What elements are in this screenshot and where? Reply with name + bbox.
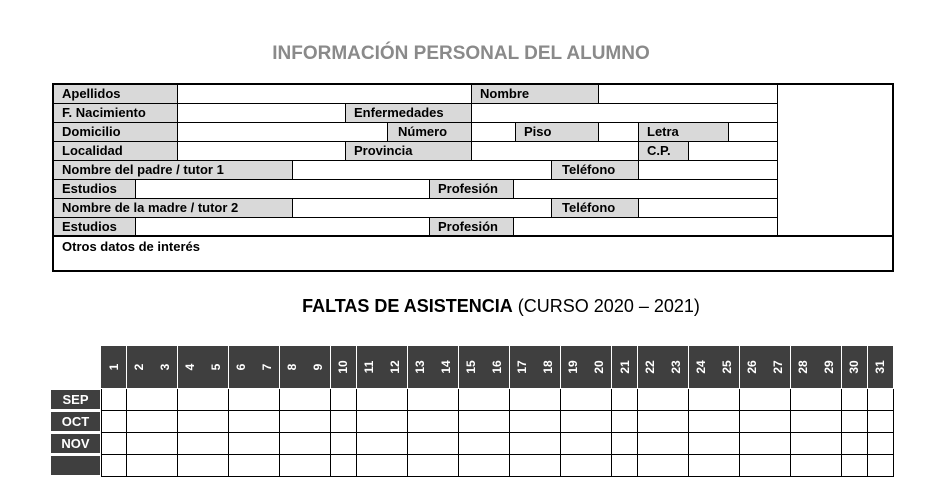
attendance-cell[interactable] [638,389,664,411]
day-header-15 [459,346,485,388]
attendance-cell[interactable] [127,433,153,455]
attendance-cell[interactable] [357,455,383,477]
attendance-cell[interactable] [280,455,306,477]
attendance-cell[interactable] [765,433,791,455]
attendance-cell[interactable] [586,389,612,411]
day-header-22 [638,346,664,388]
form-row [54,104,778,123]
attendance-cell[interactable] [689,433,715,455]
day-header-label: 31 [873,360,887,374]
profesion-padre-field[interactable] [514,180,778,198]
attendance-cell[interactable] [663,455,689,477]
attendance-cell[interactable] [433,411,459,433]
day-header-label: 11 [362,360,376,374]
attendance-cell[interactable] [612,433,638,455]
letra-field[interactable] [729,123,778,141]
attendance-cell[interactable] [408,455,434,477]
attendance-cell[interactable] [280,433,306,455]
day-header-3 [152,346,178,388]
madre-field[interactable] [293,199,552,217]
day-header-13 [408,346,434,388]
day-header-label: 18 [540,360,555,374]
day-header-label: 21 [617,360,632,374]
label-enfermedades: Enfermedades [346,104,472,122]
attendance-cell[interactable] [229,411,255,433]
attendance-cell[interactable] [484,455,510,477]
attendance-cell[interactable] [612,455,638,477]
day-header-label: 1 [106,363,121,371]
telefono-padre-field[interactable] [639,161,778,179]
attendance-cell[interactable] [484,433,510,455]
attendance-cell[interactable] [433,433,459,455]
attendance-cell[interactable] [765,411,791,433]
attendance-cell[interactable] [561,389,587,411]
attendance-cell[interactable] [357,389,383,411]
label-nombre: Nombre [472,85,599,103]
day-header-12 [382,346,408,388]
attendance-cell[interactable] [382,455,408,477]
attendance-cell[interactable] [203,455,229,477]
day-header-label: 16 [489,360,504,374]
label-otros: Otros datos de interés [62,239,200,254]
day-header-19 [561,346,587,388]
day-header-16 [484,346,510,388]
form-row [54,161,778,180]
attendance-cell[interactable] [101,455,127,477]
label-domicilio: Domicilio [54,123,178,141]
attendance-cell[interactable] [254,455,280,477]
estudios-padre-field[interactable] [136,180,430,198]
attendance-cell[interactable] [638,411,664,433]
attendance-cell[interactable] [689,389,715,411]
profesion-madre-field[interactable] [514,218,778,236]
day-header-5 [203,346,229,388]
day-header-label: 6 [234,363,249,371]
label-estudios-padre: Estudios [54,180,136,198]
attendance-cell[interactable] [178,433,204,455]
attendance-cell[interactable] [203,411,229,433]
day-header-18 [535,346,561,388]
attendance-cell[interactable] [791,455,817,477]
day-header-8 [280,346,306,388]
attendance-cell[interactable] [586,411,612,433]
day-header-label: 2 [132,363,147,371]
label-cp: C.P. [639,142,689,160]
attendance-cell[interactable] [740,411,766,433]
label-estudios-madre: Estudios [54,218,136,236]
attendance-cell[interactable] [459,411,485,433]
attendance-cell[interactable] [101,433,127,455]
label-telefono-madre: Teléfono [552,199,639,217]
attendance-cell[interactable] [868,389,894,411]
attendance-cell[interactable] [305,411,331,433]
day-header-label: 12 [387,360,402,374]
day-header-2 [127,346,153,388]
attendance-cell[interactable] [868,455,894,477]
attendance-cell[interactable] [714,455,740,477]
attendance-title-course: (CURSO 2020 – 2021) [512,296,700,316]
attendance-cell[interactable] [254,433,280,455]
photo-box [778,85,894,235]
attendance-cell[interactable] [305,455,331,477]
day-header-label: 25 [719,360,734,374]
day-header-label: 15 [464,360,479,374]
day-header-label: 8 [285,363,300,371]
attendance-cell[interactable] [459,433,485,455]
day-header-label: 9 [310,363,325,371]
attendance-cell[interactable] [331,411,357,433]
attendance-cell[interactable] [152,389,178,411]
label-numero: Número [388,123,472,141]
attendance-cell[interactable] [203,389,229,411]
attendance-cell[interactable] [127,455,153,477]
month-label-sep: SEP [51,390,100,410]
student-info-form [52,83,894,272]
attendance-cell[interactable] [842,411,868,433]
attendance-cell[interactable] [459,389,485,411]
attendance-cell[interactable] [714,433,740,455]
localidad-field[interactable] [178,142,346,160]
attendance-cell[interactable] [382,389,408,411]
day-header-label: 4 [183,363,198,371]
attendance-cell[interactable] [586,455,612,477]
day-header-27 [765,346,791,388]
attendance-cell[interactable] [127,411,153,433]
attendance-cell[interactable] [714,411,740,433]
month-label-partial [51,456,100,476]
attendance-cell[interactable] [586,433,612,455]
attendance-cell[interactable] [740,455,766,477]
day-header-label: 13 [413,360,428,374]
day-header-11 [357,346,383,388]
attendance-cell[interactable] [152,411,178,433]
attendance-cell[interactable] [535,455,561,477]
attendance-cell[interactable] [816,455,842,477]
attendance-cell[interactable] [229,433,255,455]
day-header-30 [842,346,868,388]
attendance-cell[interactable] [433,389,459,411]
attendance-cell[interactable] [101,411,127,433]
label-madre: Nombre de la madre / tutor 2 [54,199,293,217]
page-title: INFORMACIÓN PERSONAL DEL ALUMNO [272,43,650,64]
cp-field[interactable] [689,142,778,160]
attendance-cell[interactable] [382,433,408,455]
attendance-cell[interactable] [663,411,689,433]
day-header-label: 10 [336,360,351,374]
attendance-cell[interactable] [229,455,255,477]
attendance-title-main: FALTAS DE ASISTENCIA [302,296,513,316]
attendance-cell[interactable] [357,433,383,455]
day-header-label: 19 [566,360,581,374]
form-row [54,142,778,161]
attendance-cell[interactable] [433,455,459,477]
attendance-cell[interactable] [203,433,229,455]
attendance-cell[interactable] [382,411,408,433]
attendance-cell[interactable] [816,389,842,411]
attendance-cell[interactable] [740,389,766,411]
attendance-cell[interactable] [127,389,153,411]
day-header-7 [254,346,280,388]
day-header-23 [663,346,689,388]
label-localidad: Localidad [54,142,178,160]
attendance-cell[interactable] [152,455,178,477]
day-header-label: 23 [668,360,683,374]
attendance-cell[interactable] [510,433,536,455]
otros-datos-field[interactable] [54,235,892,270]
day-header-21 [612,346,638,388]
label-telefono-padre: Teléfono [552,161,639,179]
attendance-cell[interactable] [152,433,178,455]
attendance-cell[interactable] [791,411,817,433]
attendance-cell[interactable] [331,455,357,477]
day-header-24 [689,346,715,388]
day-header-10 [331,346,357,388]
attendance-cell[interactable] [408,433,434,455]
attendance-cell[interactable] [816,433,842,455]
estudios-madre-field[interactable] [136,218,430,236]
day-header-28 [791,346,817,388]
attendance-cell[interactable] [408,389,434,411]
numero-field[interactable] [472,123,516,141]
label-letra: Letra [639,123,729,141]
label-padre: Nombre del padre / tutor 1 [54,161,293,179]
attendance-cell[interactable] [178,411,204,433]
month-label-nov: NOV [51,434,100,454]
attendance-cell[interactable] [689,411,715,433]
attendance-cell[interactable] [510,411,536,433]
attendance-cell[interactable] [791,433,817,455]
day-header-9 [305,346,331,388]
day-header-label: 3 [157,363,172,371]
attendance-cell[interactable] [765,389,791,411]
padre-field[interactable] [293,161,552,179]
attendance-cell[interactable] [842,455,868,477]
form-row [54,180,778,199]
attendance-cell[interactable] [535,411,561,433]
form-row [54,123,778,142]
attendance-cell[interactable] [484,411,510,433]
nombre-field[interactable] [599,85,778,103]
day-header-17 [510,346,536,388]
form-row [54,85,778,104]
day-header-label: 27 [770,360,785,374]
attendance-cell[interactable] [842,389,868,411]
attendance-cell[interactable] [612,389,638,411]
month-label-oct: OCT [51,412,100,432]
attendance-cell[interactable] [305,389,331,411]
attendance-cell[interactable] [535,433,561,455]
day-header-label: 7 [259,363,274,371]
attendance-cell[interactable] [178,455,204,477]
attendance-cell[interactable] [510,389,536,411]
attendance-cell[interactable] [612,411,638,433]
attendance-cell[interactable] [765,455,791,477]
attendance-cell[interactable] [101,389,127,411]
attendance-cell[interactable] [535,389,561,411]
piso-field[interactable] [599,123,639,141]
domicilio-field[interactable] [178,123,388,141]
attendance-cell[interactable] [663,433,689,455]
day-header-29 [816,346,842,388]
attendance-title [0,296,936,317]
label-piso: Piso [516,123,599,141]
label-profesion-padre: Profesión [430,180,514,198]
day-header-14 [433,346,459,388]
attendance-cell[interactable] [868,433,894,455]
day-header-label: 26 [745,360,760,374]
attendance-cell[interactable] [357,411,383,433]
attendance-cell[interactable] [714,389,740,411]
attendance-cell[interactable] [868,411,894,433]
day-header-4 [178,346,204,388]
day-header-label: 30 [847,360,862,374]
apellidos-field[interactable] [178,85,472,103]
attendance-cell[interactable] [689,455,715,477]
day-header-label: 28 [796,360,811,374]
attendance-cell[interactable] [740,433,766,455]
attendance-cell[interactable] [791,389,817,411]
day-header-31 [868,346,894,388]
attendance-cell[interactable] [178,389,204,411]
attendance-cell[interactable] [280,389,306,411]
attendance-cell[interactable] [254,389,280,411]
f-nacimiento-field[interactable] [178,104,346,122]
attendance-cell[interactable] [408,411,434,433]
attendance-cell[interactable] [561,411,587,433]
day-header-label: 17 [515,360,530,374]
attendance-cell[interactable] [254,411,280,433]
day-header-25 [714,346,740,388]
attendance-cell[interactable] [484,389,510,411]
attendance-cell[interactable] [638,433,664,455]
provincia-field[interactable] [472,142,639,160]
attendance-cell[interactable] [561,455,587,477]
day-header-label: 20 [591,360,606,374]
label-profesion-madre: Profesión [430,218,514,236]
day-header-label: 24 [694,360,709,374]
attendance-cell[interactable] [331,433,357,455]
label-f-nacimiento: F. Nacimiento [54,104,178,122]
day-header-6 [229,346,255,388]
day-header-label: 22 [643,360,658,374]
attendance-cell[interactable] [459,455,485,477]
attendance-cell[interactable] [816,411,842,433]
enfermedades-field[interactable] [472,104,778,122]
attendance-cell[interactable] [663,389,689,411]
attendance-cell[interactable] [842,433,868,455]
attendance-cell[interactable] [561,433,587,455]
form-row [54,199,778,218]
attendance-cell[interactable] [305,433,331,455]
attendance-cell[interactable] [229,389,255,411]
day-header-1 [101,346,127,388]
day-header-26 [740,346,766,388]
attendance-cell[interactable] [280,411,306,433]
label-provincia: Provincia [346,142,472,160]
telefono-madre-field[interactable] [639,199,778,217]
label-apellidos: Apellidos [54,85,178,103]
day-header-label: 14 [438,360,453,374]
attendance-cell[interactable] [638,455,664,477]
day-header-20 [586,346,612,388]
day-header-label: 29 [821,360,836,374]
attendance-cell[interactable] [510,455,536,477]
attendance-cell[interactable] [331,389,357,411]
day-header-label: 5 [208,363,223,371]
